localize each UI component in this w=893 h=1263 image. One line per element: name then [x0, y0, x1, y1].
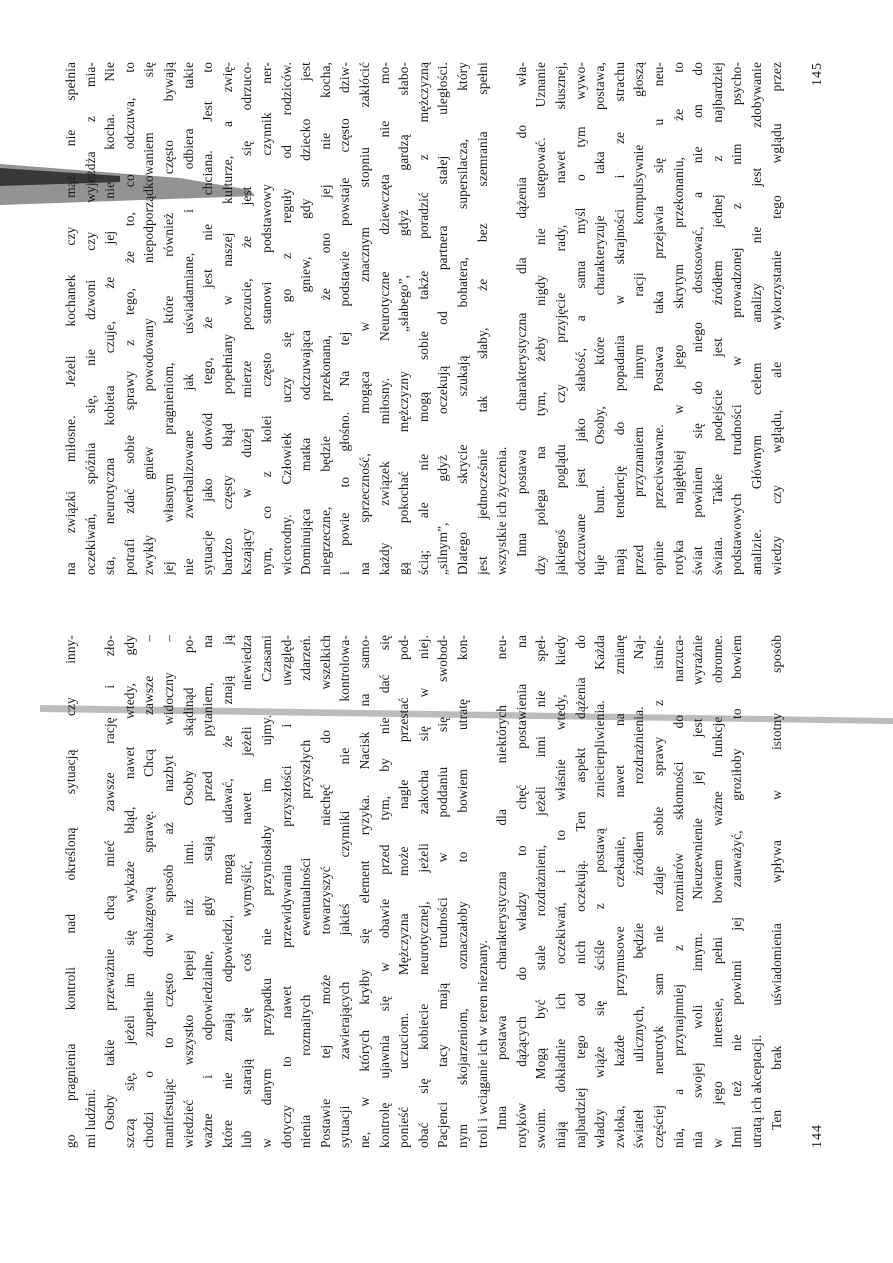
text-line: Osoby takie przeważnie chcą mieć zawsze rację i zło-: [102, 635, 118, 1130]
text-line: nym, co z kolei często stanowi podstawowy czynnik ner-: [259, 62, 274, 575]
text-line: na sprzeczność, mogąca w znacznym stopniu zakłócić: [357, 62, 372, 575]
text-line: nie zwerbalizowane jak uświadamiane, i odbiera takie: [180, 62, 196, 575]
page-number-left: 144: [810, 1124, 825, 1148]
text-line: Inna postawa charakterystyczna dla niektórych neu-: [494, 635, 510, 1130]
text-line: odczuwane jest jako słabość, a sama myśl o tym wywo-: [572, 62, 588, 575]
text-line: Inni też nie powinni jej zauważyć, groziłoby to bowiem: [729, 635, 745, 1148]
text-line: władzy wiąże się ściśle z postawą zniecierpliwienia. Każda: [592, 635, 608, 1148]
text-line: opinie przeciwstawne. Postawa taka przejawia się u neu-: [651, 62, 666, 575]
text-line: wiedzieć wszystko lepiej niż inni. Osoby skądinąd po-: [180, 635, 196, 1148]
text-line: niają dokładnie ich oczekiwań, i to właśnie wtedy, kiedy: [553, 635, 568, 1148]
text-line: rotyków dążących do władzy to chęć postawienia na: [513, 635, 529, 1148]
text-line: podstawowych trudności w prowadzonej z nim psycho-: [729, 62, 745, 575]
text-line: kszający w dużej mierze poczucie, że jest się odrzuco-: [239, 62, 255, 575]
text-line: dzy polega na tym, żeby nigdy nie ustępować. Uznanie: [533, 62, 549, 575]
text-line: szczą się, jeżeli im się wykaże błąd, nawet wtedy, gdy: [121, 635, 137, 1148]
text-line: analizie. Głównym celem analizy nie jest zdobywanie: [749, 62, 764, 575]
text-line: jakiegoś poglądu czy przyjęcie rady, nawet słusznej,: [553, 62, 568, 575]
text-line: mają tendencję do popadania w skrajności i ze strachu: [611, 62, 627, 575]
text-line: nym skojarzeniom, oznaczałoby to bowiem utratę kon-: [455, 635, 470, 1148]
text-line: jest jednocześnie tak słaby, że bez szemrania spełni: [474, 62, 490, 575]
text-line: każdy związek miłosny. Neurotyczne dziewczęta nie mo-: [376, 62, 392, 575]
text-line: gą pokochać mężczyzny „słabego”, gdyż gardzą słabo-: [396, 62, 412, 575]
text-line: wszystkie ich życzenia.: [494, 446, 510, 575]
text-line: go pragnienia kontroli nad określoną sytuacją czy inny-: [63, 635, 78, 1148]
text-line: Inna postawa charakterystyczna dla dążenia do wła-: [513, 62, 529, 557]
text-line: ponieść uczuciom. Mężczyzna może nagle przestać pod-: [396, 635, 412, 1148]
text-line: „silnym”, gdyż oczekują od partnera stałej uległości.: [435, 62, 451, 575]
text-line: Dlatego skrycie szukają bohatera, supersilacza, który: [455, 62, 470, 575]
text-line: mi ludźmi.: [82, 1088, 98, 1148]
text-line: i powie to głośno. Na tej podstawie powstaje często dziw-: [337, 62, 353, 575]
right-page: [62, 62, 831, 575]
text-line: w danym przypadku nie przyniosłaby im ujmy. Czasami: [259, 635, 274, 1148]
text-line: nia, a przynajmniej z rozmiarów skłonności do narzuca-: [670, 635, 686, 1148]
text-line: lub starają się coś wymyślić, nawet jeżeli niewiedza: [239, 635, 255, 1148]
text-line: ważne i odpowiedzialne, gdy stają przed pytaniem, na: [200, 635, 216, 1148]
text-line: sytuacje jako dowód tego, że jest nie chciana. Jest to: [200, 62, 216, 575]
text-line: nienia rozmaitych ewentualności przyszłych zdarzeń.: [298, 635, 314, 1148]
text-line: ne, w których kryłby się element ryzyka. Nacisk na samo-: [357, 635, 372, 1148]
text-line: sytuacji zawierających jakieś czynniki nie kontrolowa-: [337, 635, 353, 1148]
text-line: zwykły gniew powodowany niepodporządkowaniem się: [141, 62, 157, 575]
text-line: wiedzy czy wglądu, ale wykorzystanie tego wglądu przez: [768, 62, 784, 575]
text-line: obać się kobiecie neurotycznej, jeżeli zakocha się w niej.: [415, 635, 431, 1148]
text-line: świata. Takie podejście jest źródłem jednej z najbardziej: [709, 62, 725, 575]
text-line: manifestując to często w sposób aż nazbyt widoczny –: [161, 635, 176, 1148]
text-line: świateł ulicznych, będzie źródłem rozdrażnienia. Naj-: [631, 635, 647, 1148]
text-line: utratą ich akceptacji.: [749, 1034, 764, 1148]
text-line: dotyczy to nawet przewidywania przyszłości i uwzględ-: [278, 635, 294, 1148]
text-line: łuje bunt. Osoby, które charakteryzuje taka postawa,: [592, 62, 608, 575]
text-line: wicorodny. Człowiek uczy się go z reguły od rodziców.: [278, 62, 294, 575]
text-line: sta, neurotyczna kobieta czuje, że jej nie kocha. Nie: [102, 62, 118, 575]
left-page: [62, 635, 831, 1148]
page-number-right: 145: [810, 62, 825, 86]
text-line: rotyka najgłębiej w jego skrytym przekonaniu, że to: [670, 62, 686, 575]
text-line: na związki miłosne. Jeżeli kochanek czy mąż nie spełnia: [63, 62, 78, 575]
text-line: potrafi zdać sobie sprawy z tego, że to, co odczuwa, to: [121, 62, 137, 575]
text-line: Postawie tej może towarzyszyć niechęć do wszelkich: [317, 635, 333, 1148]
text-line: najbardziej tego od nich oczekują. Ten aspekt dążenia do: [572, 635, 588, 1148]
text-line: zwłoka, każde przymusowe czekanie, nawet na zmianę: [611, 635, 627, 1148]
text-line: świat powinien się do niego dostosować, a nie on do: [690, 62, 706, 575]
book-spread: [62, 62, 831, 1148]
text-line: ścią; ale nie mogą sobie także poradzić z mężczyzną: [415, 62, 431, 575]
text-line: jej własnym pragnieniom, które również często bywają: [161, 62, 176, 575]
text-line: przed przyznaniem innym racji kompulsywnie głoszą: [631, 62, 647, 575]
text-line: które nie znają odpowiedzi, mogą udawać, że znają ją: [219, 635, 235, 1148]
text-line: swoim. Mogą być stale rozdrażnieni, jeżeli inni nie speł-: [533, 635, 549, 1148]
text-line: kontrolę ujawnia się w obawie przed tym, by nie dać się: [376, 635, 392, 1148]
text-line: Dominująca matka odczuwająca gniew, gdy dziecko jest: [298, 62, 314, 575]
text-line: niegrzeczne, będzie przekonana, że ono jej nie kocha,: [317, 62, 333, 575]
text-line: Pacjenci tacy mają trudności w poddaniu się swobod-: [435, 635, 451, 1148]
text-line: nia swojej woli innym. Nieuzewnienie jej jest wyrażnie: [690, 635, 706, 1148]
text-line: troli i wciąganie ich w teren nieznany.: [474, 940, 490, 1148]
text-line: w jego interesie, pełni bowiem ważne funkcje obronne.: [709, 635, 725, 1148]
text-line: chodzi o zupełnie drobiazgową sprawę. Chcą zawsze –: [141, 635, 157, 1148]
text-line: bardzo częsty błąd popełniany w naszej kulturze, a zwię-: [219, 62, 235, 575]
text-line: częściej neurotyk sam nie zdaje sobie sprawy z istnie-: [651, 635, 666, 1148]
text-line: Ten brak uświadomienia wpływa w istotny sposób: [768, 635, 784, 1130]
text-line: oczekiwań, spóźnia się, nie dzwoni czy wyjeżdża z mia-: [82, 62, 98, 575]
